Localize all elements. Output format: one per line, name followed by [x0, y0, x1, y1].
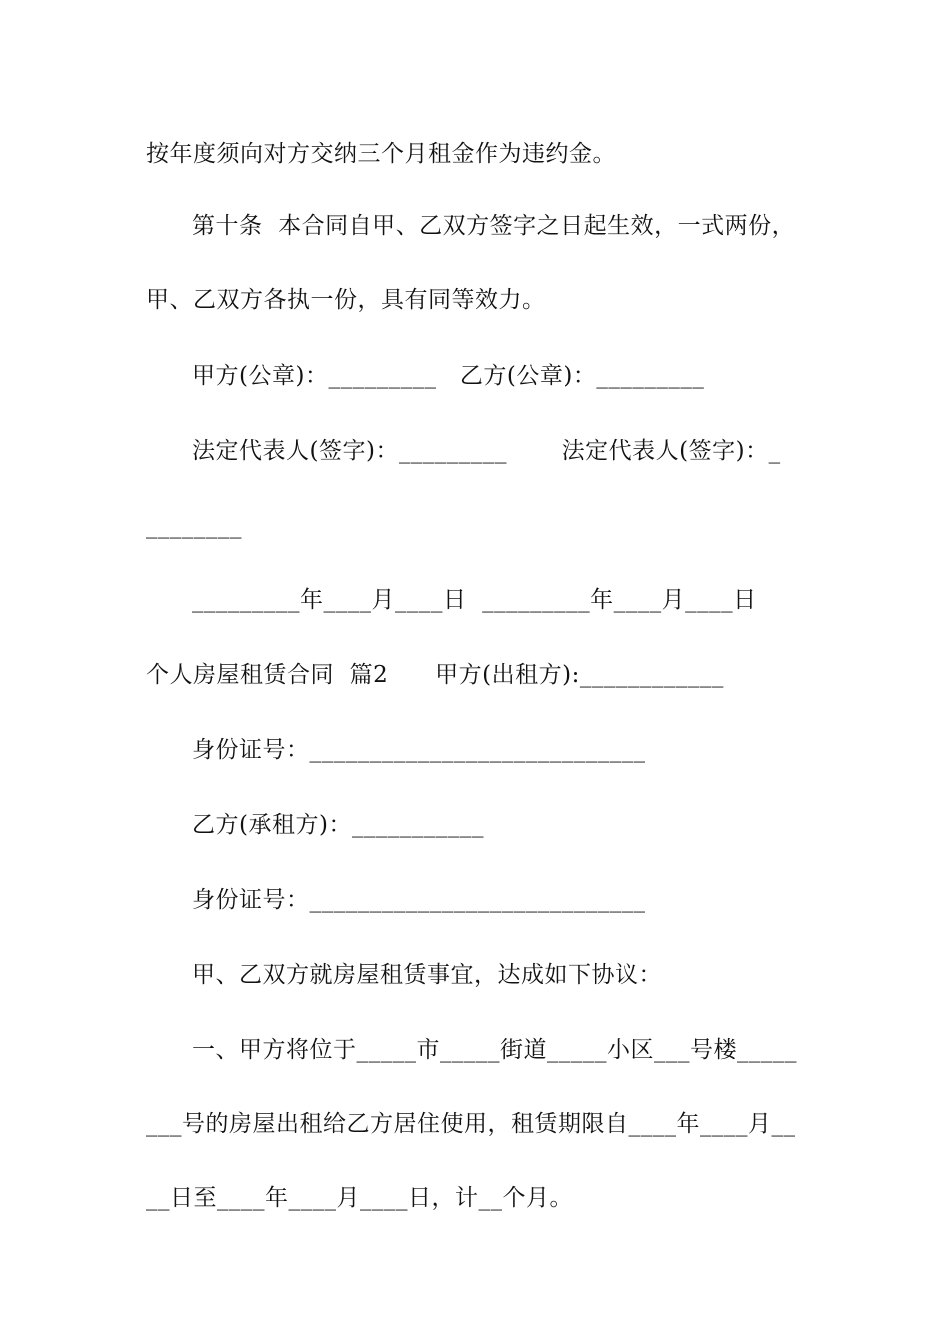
text-line: 个人房屋租赁合同 篇2 甲方(出租方):____________	[146, 662, 724, 688]
text-line: 甲、乙双方就房屋租赁事宜，达成如下协议：	[192, 962, 662, 988]
text-line: 按年度须向对方交纳三个月租金作为违约金。	[146, 141, 616, 167]
text-line: __日至____年____月____日，计__个月。	[146, 1185, 573, 1211]
text-line: 法定代表人(签字)：_________ 法定代表人(签字)：_	[192, 438, 781, 464]
text-line: _________年____月____日 _________年____月____日	[192, 587, 757, 613]
text-line: 身份证号：____________________________	[192, 887, 646, 913]
text-line: 乙方(承租方)：___________	[192, 812, 484, 838]
text-line: 第十条 本合同自甲、乙双方签字之日起生效，一式两份，	[192, 213, 796, 239]
text-line: 一、甲方将位于_____市_____街道_____小区___号楼_____	[192, 1037, 797, 1063]
text-line: ___号的房屋出租给乙方居住使用，租赁期限自____年____月__	[146, 1111, 796, 1137]
text-line: 甲、乙双方各执一份，具有同等效力。	[146, 287, 546, 313]
text-line: ________	[146, 513, 242, 539]
text-line: 甲方(公章)：_________ 乙方(公章)：_________	[192, 363, 705, 389]
text-line: 身份证号：____________________________	[192, 737, 646, 763]
